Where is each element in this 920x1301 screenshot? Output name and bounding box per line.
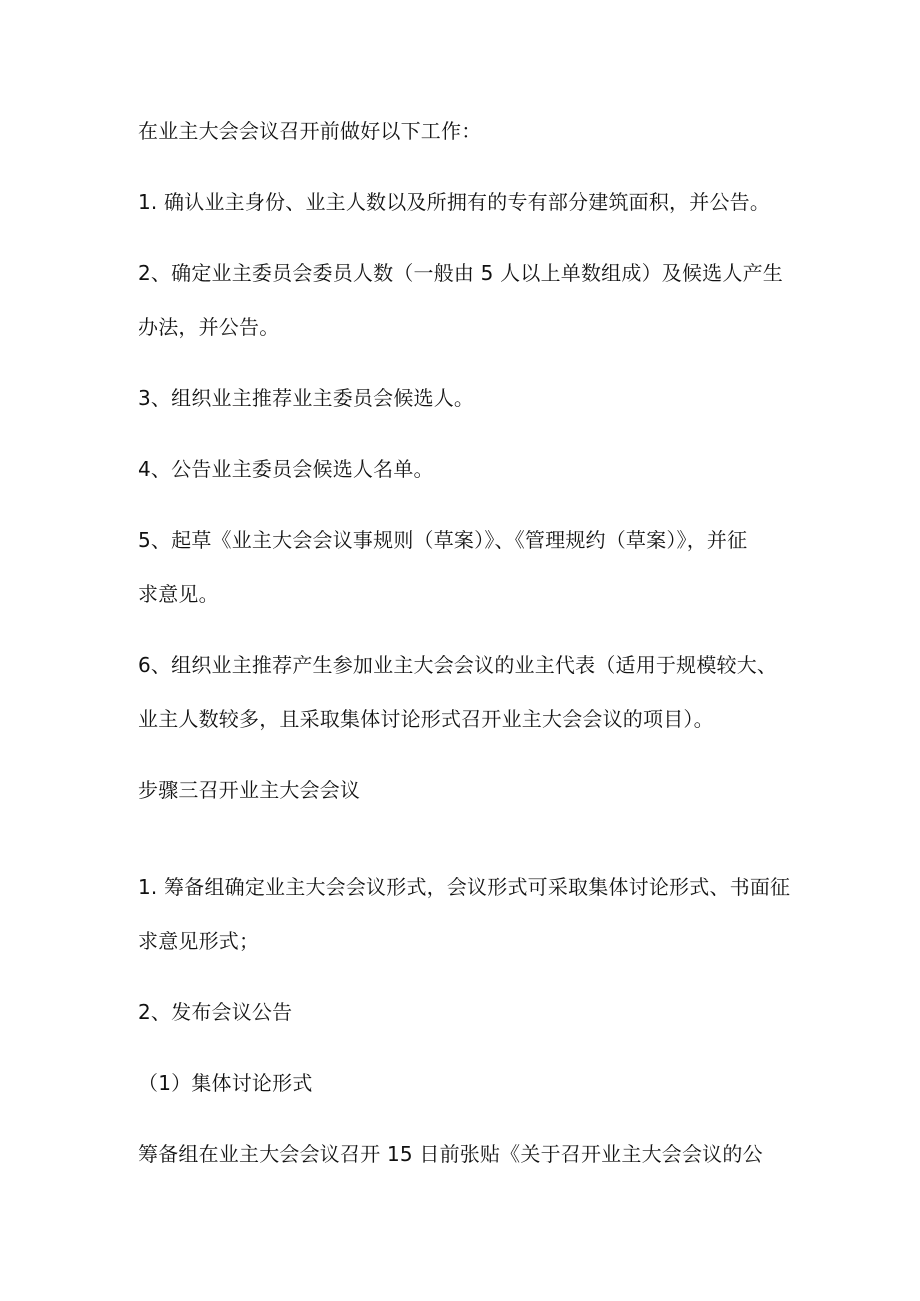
item-2-line-1: 2、确定业主委员会委员人数（一般由 5 人以上单数组成）及候选人产生	[138, 261, 783, 285]
step-three-item-1-line-2: 求意见形式；	[138, 929, 260, 953]
item-2-line-2: 办法，并公告。	[138, 315, 280, 339]
item-6-line-1: 6、组织业主推荐产生参加业主大会会议的业主代表（适用于规模较大、	[138, 653, 778, 677]
step-three-heading: 步骤三召开业主大会会议	[138, 778, 361, 802]
subsection-collective-discussion: （1）集体讨论形式	[138, 1071, 313, 1095]
document-content	[138, 118, 791, 1168]
item-1-paragraph: 1. 确认业主身份、业主人数以及所拥有的专有部分建筑面积，并公告。	[138, 190, 771, 214]
item-6-line-2: 业主人数较多，且采取集体讨论形式召开业主大会会议的项目）。	[138, 707, 714, 731]
step-three-item-1-line-1: 1. 筹备组确定业主大会会议形式，会议形式可采取集体讨论形式、书面征	[138, 875, 791, 899]
step-three-item-2: 2、发布会议公告	[138, 1000, 293, 1024]
item-3-paragraph: 3、组织业主推荐业主委员会候选人。	[138, 386, 475, 410]
intro-paragraph: 在业主大会会议召开前做好以下工作：	[138, 119, 482, 143]
item-4-paragraph: 4、公告业主委员会候选人名单。	[138, 457, 434, 481]
item-5-line-1: 5、起草《业主大会会议事规则（草案）》、《管理规约（草案）》，并征	[138, 528, 748, 552]
notice-paragraph: 筹备组在业主大会会议召开 15 日前张贴《关于召开业主大会会议的公	[138, 1142, 763, 1166]
item-5-line-2: 求意见。	[138, 582, 219, 606]
